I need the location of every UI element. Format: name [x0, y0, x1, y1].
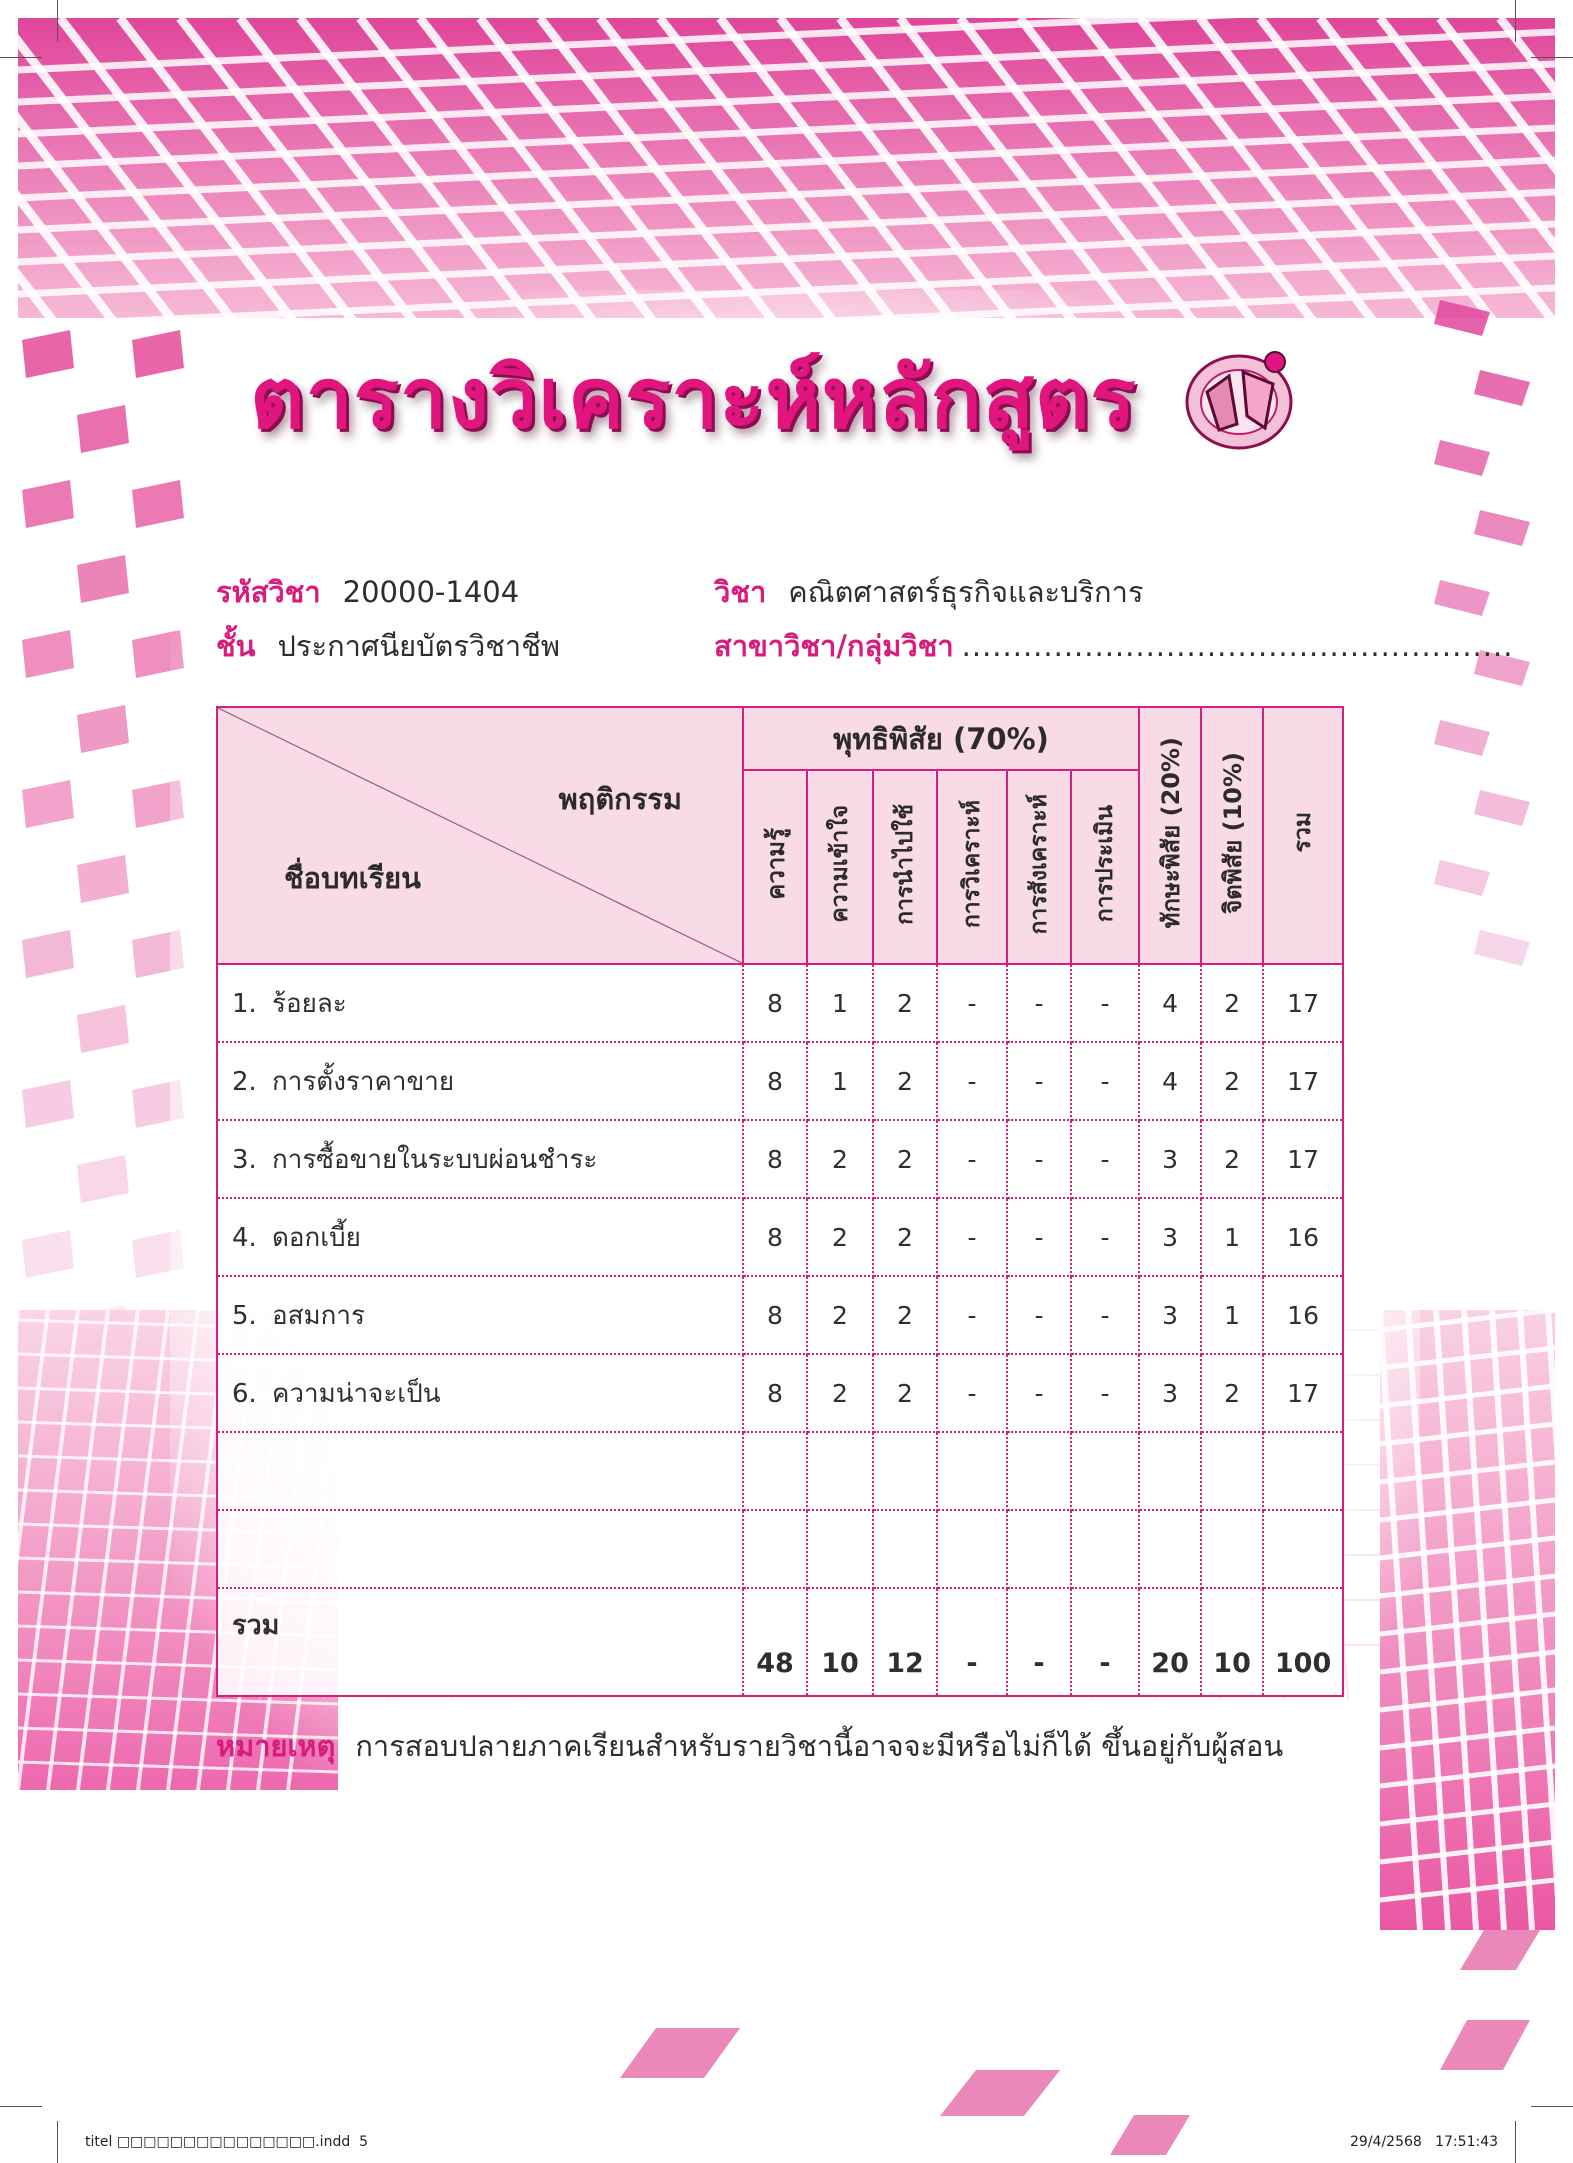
course-code-value: 20000-1404: [342, 575, 520, 609]
sub-header-evaluation: การประเมิน: [1071, 770, 1139, 964]
footer-timestamp: 29/4/2568 17:51:43: [1350, 2134, 1499, 2150]
skill-domain-header: ทักษะพิสัย (20%): [1139, 707, 1201, 964]
crop-mark: [1515, 2121, 1516, 2163]
lesson-name-cell: [217, 1276, 743, 1354]
footer-filename: titel □□□□□□□□□□□□□□□.indd: [85, 2134, 351, 2150]
empty-cell: [1071, 1432, 1139, 1510]
curriculum-analysis-table: [216, 706, 1342, 1679]
branch-line: [714, 629, 1514, 663]
score-cell: -: [1071, 1120, 1139, 1198]
lesson-name: ดอกเบี้ย: [272, 1222, 361, 1253]
empty-cell: [1263, 1432, 1343, 1510]
branch-value: ......................................................: [961, 629, 1514, 663]
crop-mark: [0, 2106, 42, 2107]
score-cell: 17: [1263, 964, 1343, 1042]
score-cell: -: [1007, 1354, 1071, 1432]
score-cell: 2: [1201, 964, 1263, 1042]
crop-mark: [57, 2121, 58, 2163]
lesson-name-cell: [217, 1354, 743, 1432]
score-cell: 3: [1139, 1354, 1201, 1432]
crop-mark: [1531, 57, 1573, 58]
empty-cell: [807, 1510, 873, 1588]
total-label: รวม: [217, 1588, 743, 1696]
score-cell: 3: [1139, 1120, 1201, 1198]
subject-label: วิชา: [714, 575, 767, 609]
score-cell: -: [1007, 1276, 1071, 1354]
empty-cell: [1263, 1510, 1343, 1588]
lesson-name: อสมการ: [272, 1300, 365, 1331]
score-cell: 8: [743, 1354, 807, 1432]
subject-line: [714, 575, 1144, 609]
score-cell: 4: [1139, 1042, 1201, 1120]
score-cell: 3: [1139, 1198, 1201, 1276]
score-cell: 2: [873, 1354, 937, 1432]
vocational-certificate-badge-icon: [1177, 332, 1307, 462]
score-cell: 2: [807, 1120, 873, 1198]
lesson-name-cell: [217, 1198, 743, 1276]
sub-header-application: การนำไปใช้: [873, 770, 937, 964]
crop-mark: [0, 57, 42, 58]
score-cell: 8: [743, 1198, 807, 1276]
crop-mark: [1531, 2106, 1573, 2107]
score-cell: 1: [807, 1042, 873, 1120]
empty-cell: [1139, 1432, 1201, 1510]
score-cell: -: [937, 1354, 1007, 1432]
lesson-number: 4.: [232, 1222, 257, 1253]
score-cell: 8: [743, 1042, 807, 1120]
page-title: ตารางวิเคราะห์หลักสูตร: [250, 349, 1137, 447]
empty-cell: [1007, 1432, 1071, 1510]
total-cell: -: [1071, 1588, 1139, 1696]
score-cell: 2: [873, 1120, 937, 1198]
score-cell: 17: [1263, 1354, 1343, 1432]
lesson-name-header: ชื่อบทเรียน: [284, 861, 421, 895]
score-cell: 2: [1201, 1120, 1263, 1198]
score-cell: 17: [1263, 1120, 1343, 1198]
attitude-domain-header: จิตพิสัย (10%): [1201, 707, 1263, 964]
empty-row: [217, 1510, 1343, 1588]
score-cell: -: [1007, 1042, 1071, 1120]
score-cell: 16: [1263, 1198, 1343, 1276]
score-cell: 2: [873, 964, 937, 1042]
score-cell: 2: [1201, 1354, 1263, 1432]
table-row: [217, 1354, 1343, 1432]
note-label: หมายเหตุ: [216, 1729, 336, 1763]
empty-cell: [937, 1432, 1007, 1510]
score-cell: 17: [1263, 1042, 1343, 1120]
level-value: ประกาศนียบัตรวิชาชีพ: [277, 629, 561, 663]
score-cell: -: [1071, 1042, 1139, 1120]
total-cell: 10: [807, 1588, 873, 1696]
table-row: [217, 1120, 1343, 1198]
sub-header-knowledge: ความรู้: [743, 770, 807, 964]
empty-cell: [217, 1432, 743, 1510]
lesson-name: ร้อยละ: [272, 988, 347, 1019]
score-cell: 2: [873, 1276, 937, 1354]
empty-row: [217, 1432, 1343, 1510]
total-cell: -: [937, 1588, 1007, 1696]
behavior-header: พฤติกรรม: [558, 782, 682, 816]
total-row: [217, 1588, 1343, 1696]
crop-mark: [57, 0, 58, 42]
score-cell: 2: [807, 1354, 873, 1432]
lesson-name-cell: [217, 1042, 743, 1120]
lesson-name: การตั้งราคาขาย: [272, 1066, 455, 1097]
crop-mark: [1515, 0, 1516, 42]
empty-cell: [1201, 1432, 1263, 1510]
title-block: [250, 330, 1307, 464]
total-cell: 100: [1263, 1588, 1343, 1696]
score-cell: -: [1007, 964, 1071, 1042]
score-cell: 8: [743, 1276, 807, 1354]
cognitive-domain-header: พุทธิพิสัย (70%): [743, 707, 1139, 770]
score-cell: -: [937, 1120, 1007, 1198]
lesson-name: การซื้อขายในระบบผ่อนชำระ: [272, 1144, 598, 1175]
score-cell: 1: [807, 964, 873, 1042]
note-line: [216, 1723, 1283, 1769]
score-cell: 8: [743, 964, 807, 1042]
level-line: [216, 629, 561, 663]
empty-cell: [1071, 1510, 1139, 1588]
empty-cell: [937, 1510, 1007, 1588]
score-cell: -: [1071, 1198, 1139, 1276]
empty-cell: [217, 1510, 743, 1588]
footer-page: 5: [359, 2134, 369, 2150]
empty-cell: [1007, 1510, 1071, 1588]
score-cell: 16: [1263, 1276, 1343, 1354]
analysis-table: [216, 706, 1344, 1697]
empty-cell: [807, 1432, 873, 1510]
table-row: [217, 1198, 1343, 1276]
lesson-number: 5.: [232, 1300, 257, 1331]
note-text: การสอบปลายภาคเรียนสำหรับรายวิชานี้อาจจะมีหรือไม่ก็ได้ ขึ้นอยู่กับผู้สอน: [355, 1729, 1284, 1763]
total-cell: 12: [873, 1588, 937, 1696]
score-cell: 2: [807, 1276, 873, 1354]
score-cell: -: [1007, 1198, 1071, 1276]
score-cell: 4: [1139, 964, 1201, 1042]
total-cell: 20: [1139, 1588, 1201, 1696]
lesson-name-cell: [217, 1120, 743, 1198]
lesson-number: 1.: [232, 988, 257, 1019]
score-cell: -: [937, 1042, 1007, 1120]
empty-cell: [873, 1432, 937, 1510]
subject-value: คณิตศาสตร์ธุรกิจและบริการ: [788, 575, 1144, 609]
lesson-name-cell: [217, 964, 743, 1042]
score-cell: -: [937, 964, 1007, 1042]
sub-header-analysis: การวิเคราะห์: [937, 770, 1007, 964]
score-cell: 8: [743, 1120, 807, 1198]
sub-header-synthesis: การสังเคราะห์: [1007, 770, 1071, 964]
table-row: [217, 1042, 1343, 1120]
course-code-line: [216, 575, 520, 609]
total-cell: 48: [743, 1588, 807, 1696]
total-header: รวม: [1263, 707, 1343, 964]
branch-label: สาขาวิชา/กลุ่มวิชา: [714, 629, 954, 663]
total-cell: -: [1007, 1588, 1071, 1696]
table-row: [217, 964, 1343, 1042]
footer-file: [85, 2134, 368, 2150]
score-cell: 2: [1201, 1042, 1263, 1120]
lesson-name: ความน่าจะเป็น: [272, 1378, 441, 1409]
level-label: ชั้น: [216, 629, 256, 663]
empty-cell: [743, 1432, 807, 1510]
score-cell: 3: [1139, 1276, 1201, 1354]
score-cell: 2: [807, 1198, 873, 1276]
lesson-number: 6.: [232, 1378, 257, 1409]
table-row: [217, 1276, 1343, 1354]
empty-cell: [873, 1510, 937, 1588]
lesson-number: 2.: [232, 1066, 257, 1097]
score-cell: 2: [873, 1042, 937, 1120]
score-cell: -: [1007, 1120, 1071, 1198]
total-cell: 10: [1201, 1588, 1263, 1696]
sub-header-comprehension: ความเข้าใจ: [807, 770, 873, 964]
diagonal-divider: [218, 708, 742, 963]
score-cell: -: [1071, 1354, 1139, 1432]
empty-cell: [1139, 1510, 1201, 1588]
score-cell: -: [1071, 964, 1139, 1042]
empty-cell: [1201, 1510, 1263, 1588]
lesson-number: 3.: [232, 1144, 257, 1175]
score-cell: 1: [1201, 1198, 1263, 1276]
empty-cell: [743, 1510, 807, 1588]
score-cell: 2: [873, 1198, 937, 1276]
score-cell: -: [937, 1198, 1007, 1276]
course-code-label: รหัสวิชา: [216, 575, 321, 609]
corner-header: [217, 707, 743, 964]
score-cell: 1: [1201, 1276, 1263, 1354]
score-cell: -: [1071, 1276, 1139, 1354]
score-cell: -: [937, 1276, 1007, 1354]
